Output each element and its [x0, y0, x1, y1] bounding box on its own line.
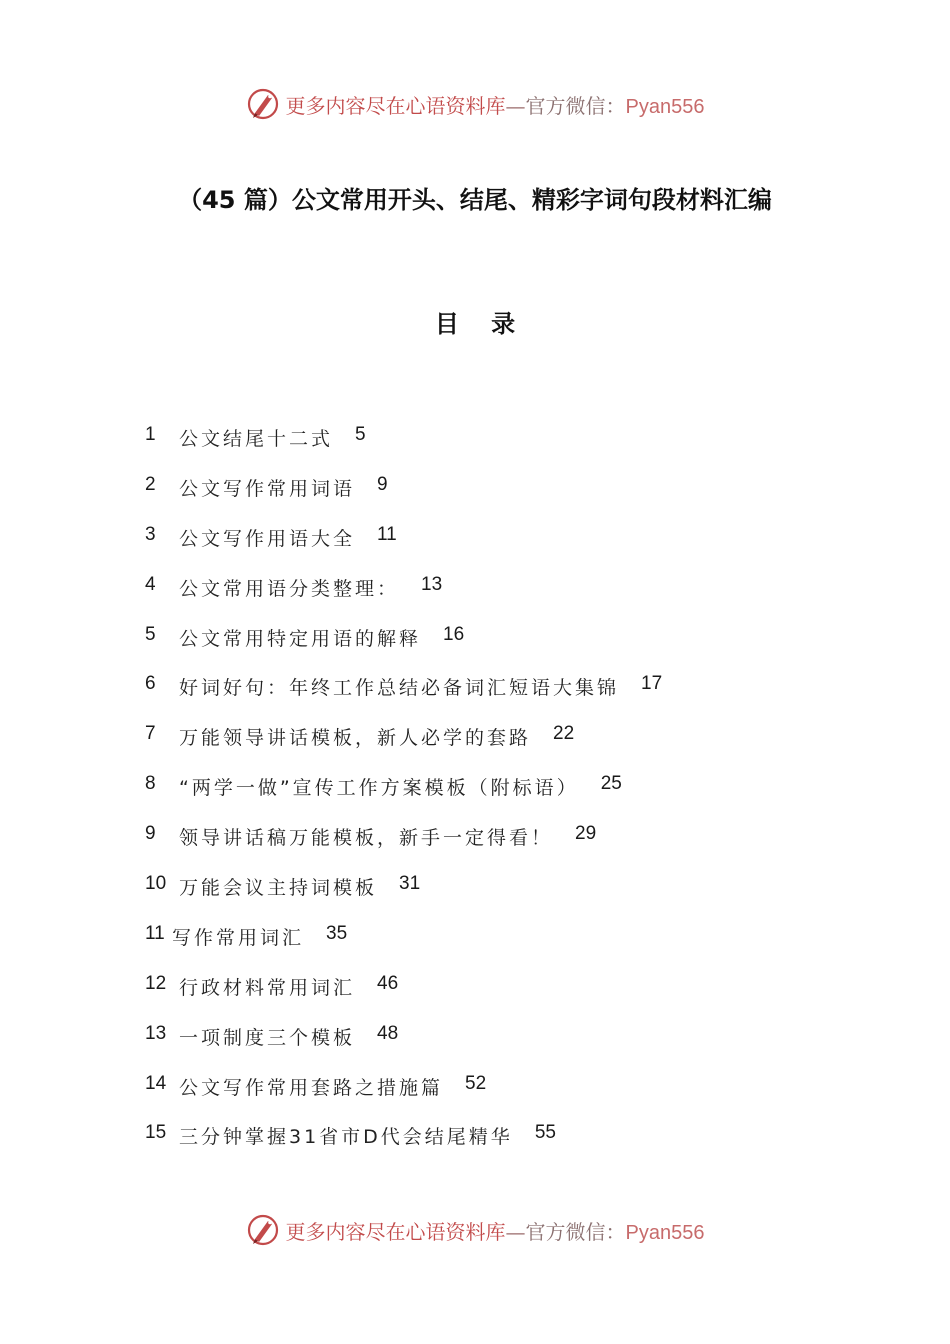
- toc-item[interactable]: [145, 574, 662, 624]
- toc-item-title: “两学一做”宣传工作方案模板（附标语）: [179, 777, 579, 800]
- toc-item[interactable]: [145, 1122, 662, 1172]
- toc-item-title: 领导讲话稿万能模板，新手一定得看！: [179, 827, 554, 850]
- toc-item-title: 行政材料常用词汇: [179, 976, 356, 999]
- toc-item-title: 公文写作常用词语: [179, 477, 356, 500]
- toc-item[interactable]: [145, 673, 662, 723]
- toc-item-number: 4: [145, 573, 156, 595]
- toc-item-number: 15: [145, 1122, 167, 1144]
- watermark-prefix: 更多内容尽在心语资料库: [285, 1219, 506, 1244]
- toc-item[interactable]: [145, 624, 662, 674]
- toc-item-number: 8: [145, 773, 156, 795]
- toc-item-number: 12: [145, 972, 167, 994]
- toc-item[interactable]: [145, 823, 662, 873]
- toc-item-title: 写作常用词汇: [172, 926, 305, 949]
- toc-item-number: 6: [145, 673, 156, 695]
- watermark-text: [286, 90, 705, 119]
- toc-item[interactable]: [145, 524, 662, 574]
- toc-item-page: 22: [553, 723, 575, 745]
- pen-logo-icon: [246, 87, 280, 121]
- toc-item-number: 13: [145, 1022, 167, 1044]
- toc-heading: 目 录: [434, 310, 528, 338]
- toc-item-page: 13: [421, 573, 443, 595]
- toc-item[interactable]: [145, 723, 662, 773]
- toc-item-title: 三分钟掌握31省市D代会结尾精华: [179, 1126, 513, 1149]
- toc-item-number: 2: [145, 473, 156, 495]
- toc-item[interactable]: [145, 923, 662, 973]
- toc-item-title: 公文常用语分类整理：: [179, 577, 400, 600]
- toc-item-number: 14: [145, 1072, 167, 1094]
- toc-list: [145, 424, 662, 1172]
- document-title: （45 篇）公文常用开头、结尾、精彩字词句段材料汇编: [178, 186, 772, 214]
- watermark-dash: —: [505, 1219, 526, 1244]
- toc-item-title: 万能领导讲话模板，新人必学的套路: [179, 727, 532, 750]
- watermark-text: [286, 1216, 705, 1245]
- pen-logo-icon: [246, 1213, 280, 1247]
- toc-item-page: 29: [575, 823, 597, 845]
- watermark-wechat-id: Pyan556: [625, 1221, 705, 1244]
- toc-item-page: 5: [355, 424, 366, 445]
- toc-item[interactable]: [145, 1073, 662, 1123]
- toc-item-number: 9: [145, 823, 156, 845]
- toc-item[interactable]: [145, 474, 662, 524]
- toc-item-page: 16: [443, 623, 465, 645]
- toc-item-page: 17: [641, 673, 663, 695]
- watermark-prefix: 更多内容尽在心语资料库: [285, 93, 506, 118]
- watermark-dash: —: [505, 93, 526, 118]
- watermark-content: [246, 1213, 705, 1247]
- toc-item-title: 公文写作用语大全: [179, 527, 356, 550]
- toc-item-page: 35: [326, 922, 348, 944]
- toc-item-title: 万能会议主持词模板: [179, 877, 378, 900]
- toc-item-page: 25: [600, 773, 622, 795]
- toc-item-page: 11: [377, 523, 397, 545]
- toc-item-title: 公文结尾十二式: [179, 428, 334, 450]
- toc-item[interactable]: [145, 773, 662, 823]
- toc-item-title: 公文常用特定用语的解释: [179, 627, 422, 650]
- toc-item[interactable]: [145, 424, 662, 474]
- toc-item-page: 46: [377, 972, 399, 994]
- toc-item-number: 1: [145, 424, 156, 445]
- watermark-wechat-id: Pyan556: [625, 95, 705, 118]
- toc-item-number: 5: [145, 623, 156, 645]
- watermark-content: [246, 87, 705, 121]
- toc-item[interactable]: [145, 873, 662, 923]
- watermark-header: [0, 84, 950, 124]
- toc-item-number: 3: [145, 523, 156, 545]
- toc-item-number: 10: [145, 873, 167, 895]
- toc-item-title: 公文写作常用套路之措施篇: [179, 1076, 444, 1099]
- watermark-official: 官方微信：: [525, 1219, 626, 1244]
- toc-item[interactable]: [145, 1023, 662, 1073]
- toc-item[interactable]: [145, 973, 662, 1023]
- toc-item-page: 55: [534, 1122, 556, 1144]
- toc-item-page: 31: [399, 873, 421, 895]
- toc-item-title: 好词好句：年终工作总结必备词汇短语大集锦: [179, 677, 620, 700]
- toc-item-page: 48: [377, 1022, 399, 1044]
- toc-item-number: 11: [145, 922, 165, 944]
- toc-item-title: 一项制度三个模板: [179, 1026, 356, 1049]
- watermark-official: 官方微信：: [525, 93, 626, 118]
- toc-item-page: 9: [377, 473, 388, 495]
- toc-item-page: 52: [465, 1072, 487, 1094]
- watermark-footer: [0, 1210, 950, 1250]
- toc-item-number: 7: [145, 723, 156, 745]
